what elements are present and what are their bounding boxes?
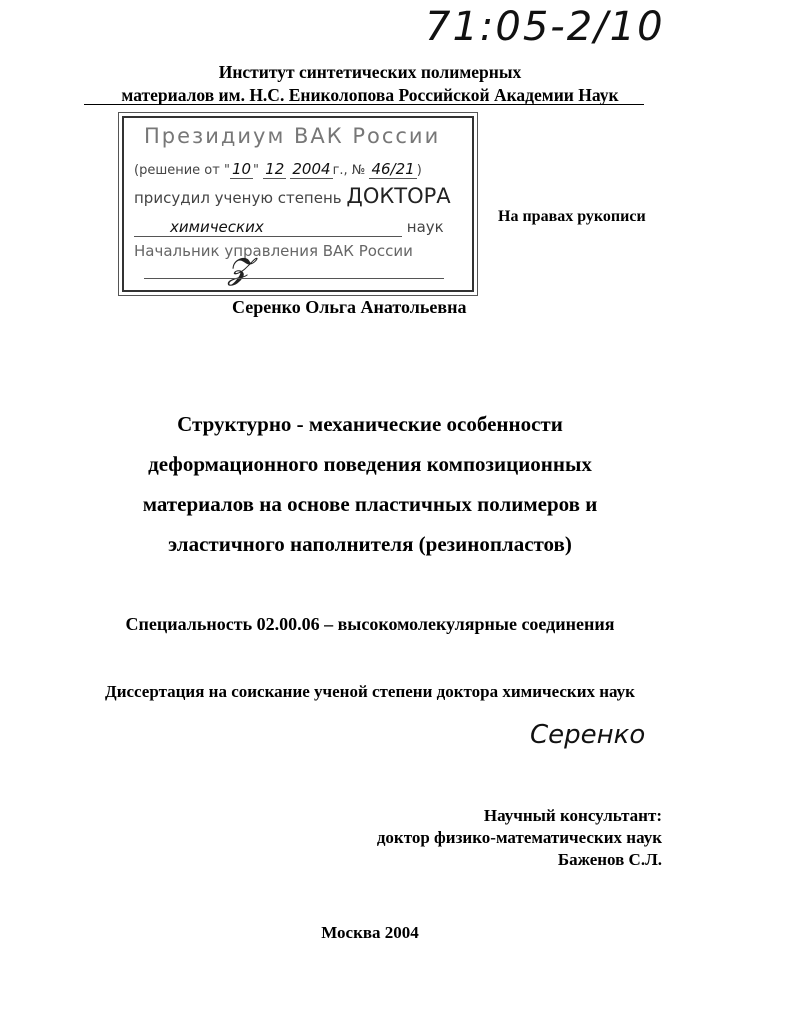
author-signature: Серенко xyxy=(530,720,646,750)
stamp-degree xyxy=(134,184,451,208)
stamp-signature-scribble: 𝓩 xyxy=(228,252,250,287)
institute-underline xyxy=(84,104,644,105)
stamp-head: Начальник управления ВАК России xyxy=(134,242,413,260)
title-line: материалов на основе пластичных полимеров и xyxy=(142,492,598,516)
consultant-label: Научный консультант: xyxy=(483,806,662,825)
scientific-consultant xyxy=(377,805,662,871)
dissertation-purpose: Диссертация на соискание ученой степени доктора химических наук xyxy=(105,682,635,701)
institute-name-line2: материалов им. Н.С. Ениколопова Российской Академии Наук xyxy=(121,85,619,105)
title-line: Структурно - механические особенности xyxy=(177,412,563,436)
stamp-degree-word: ДОКТОРА xyxy=(346,184,451,208)
stamp-signature-line xyxy=(144,278,444,279)
stamp-field xyxy=(134,218,464,237)
title-line: эластичного наполнителя (резинопластов) xyxy=(168,532,572,556)
title-line: деформационного поведения композиционных xyxy=(148,452,592,476)
stamp-field-suffix: наук xyxy=(406,218,444,236)
stamp-title: Президиум ВАК России xyxy=(144,124,441,148)
stamp-decision xyxy=(134,160,422,178)
vak-stamp xyxy=(122,116,474,292)
stamp-decision-sep: " xyxy=(253,163,260,178)
stamp-decision-suffix: ) xyxy=(416,163,422,178)
stamp-decision-year: 2004 xyxy=(292,160,331,178)
stamp-decision-month: 12 xyxy=(265,160,285,178)
stamp-field-handwritten: химических xyxy=(134,218,402,237)
author-name: Серенко Ольга Анатольевна xyxy=(232,297,467,317)
specialty: Специальность 02.00.06 – высокомолекулярные соединения xyxy=(125,614,615,634)
city-year: Москва 2004 xyxy=(321,923,419,942)
manuscript-note: На правах рукописи xyxy=(498,208,646,225)
dissertation-title xyxy=(60,404,680,564)
stamp-decision-mid: г., № xyxy=(332,163,366,178)
stamp-decision-number: 46/21 xyxy=(371,160,415,178)
stamp-degree-text: присудил ученую степень xyxy=(134,189,342,207)
consultant-degree: доктор физико-математических наук xyxy=(376,828,662,847)
consultant-name: Баженов С.Л. xyxy=(557,850,662,869)
archive-code: 71:05-2/10 xyxy=(425,4,665,50)
stamp-decision-day: 10 xyxy=(231,160,252,178)
institute-name-line1: Институт синтетических полимерных xyxy=(218,62,522,82)
stamp-decision-prefix: (решение от " xyxy=(134,163,230,178)
